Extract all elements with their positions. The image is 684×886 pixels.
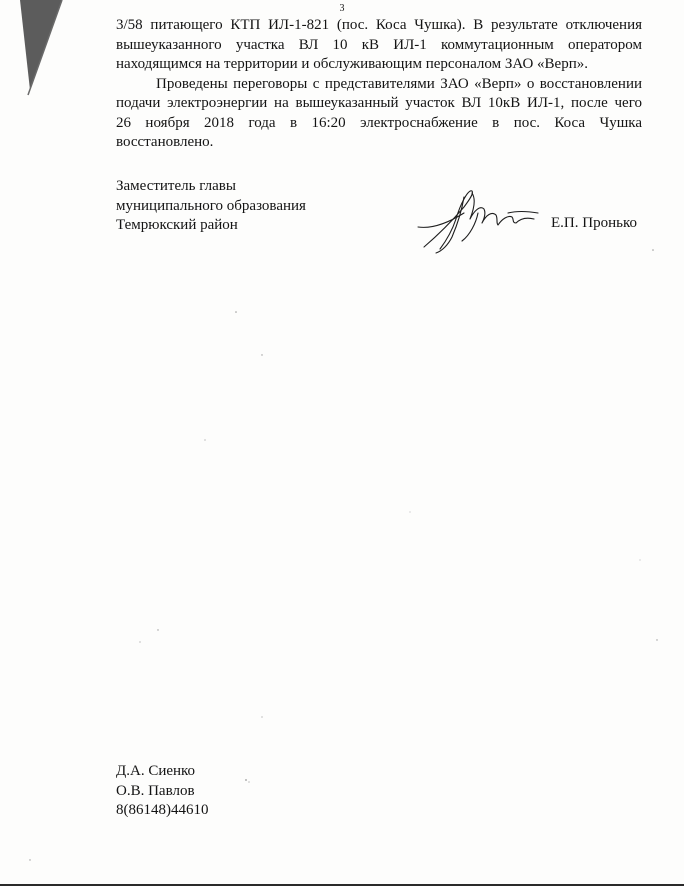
position-line-1: Заместитель главы: [116, 178, 236, 194]
letter-body: [116, 16, 642, 153]
executor-contacts: [116, 762, 209, 821]
paragraph-2-line-1: Проведены переговоры с представителями ЗАО «Верп» о восстановлении: [156, 75, 642, 92]
executor-name-2: О.В. Павлов: [116, 782, 195, 799]
position-line-2: муниципального образования: [116, 197, 306, 214]
executor-name-1: Д.А. Сиенко: [116, 763, 196, 779]
paragraph-2-line-2: подачи электроэнергии на вышеуказанный участок ВЛ 10кВ ИЛ-1, после чего: [116, 95, 642, 111]
signatory-name: Е.П. Пронько: [551, 215, 637, 231]
signer-position: [116, 177, 306, 236]
paragraph-2-line-4: восстановлено.: [116, 134, 214, 150]
position-line-3: Темрюкский район: [116, 217, 238, 233]
page-number: 3: [339, 3, 345, 14]
executor-phone: 8(86148)44610: [116, 802, 209, 818]
paragraph-1-line-3: находящимся на территории и обслуживающим персоналом ЗАО «Верп».: [116, 56, 588, 72]
handwritten-signature: [412, 183, 542, 255]
paragraph-1-line-1: 3/58 питающего КТП ИЛ-1-821 (пос. Коса Чушка). В результате отключения: [116, 17, 642, 33]
paragraph-2-line-3: 26 ноября 2018 года в 16:20 электроснабжение в пос. Коса Чушка: [116, 114, 642, 131]
paragraph-1-line-2: вышеуказанного участка ВЛ 10 кВ ИЛ-1 коммутационным оператором: [116, 36, 642, 53]
